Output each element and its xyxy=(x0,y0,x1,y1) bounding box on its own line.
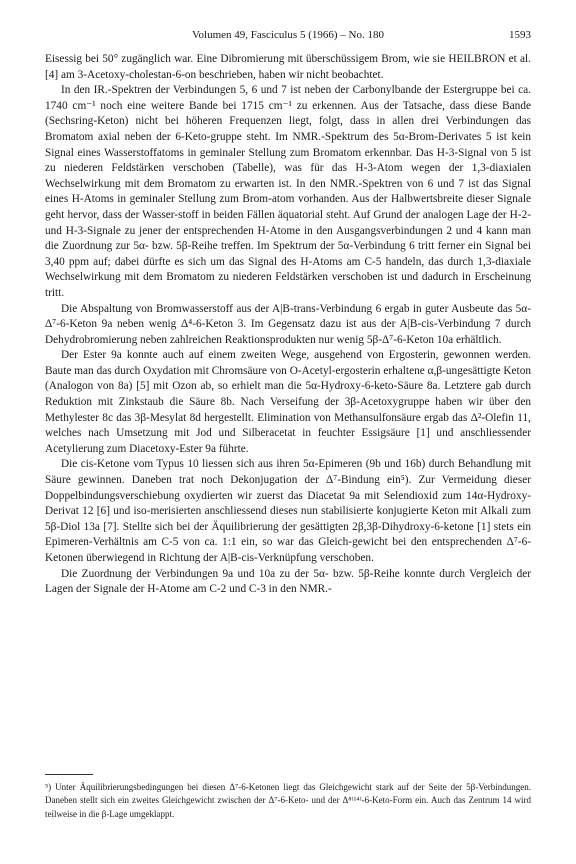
paragraph-2: In den IR.-Spektren der Verbindungen 5, 6 und 7 ist neben der Carbonylbande der Estergruppe bei ca. 1740 cm⁻¹ noch eine weitere Bande bei 1715 cm⁻¹ zu erkennen. Aus der Tatsache, dass diese Bande (Sechsring-Keton) nicht bei höheren Frequenzen liegt, folgt, dass in allen drei Verbindungen das Bromatom axial neben der 6-Keto-gruppe steht. Im NMR.-Spektrum des 5α-Brom-Derivates 5 ist kein Signal eines Wasserstoffatoms in geminaler Stellung zum Bromatom erkennbar. Das H-3-Signal von 5 ist zu niederen Feldstärken verschoben (Tabelle), was für das H-3-Atom wegen der 1,3-diaxialen Wechselwirkung mit dem Bromatom zu erwarten ist. In den NMR.-Spektren von 6 und 7 ist das Signal eines H-Atoms in geminaler Stellung zum Brom-atom vorhanden. Aus der Halbwertsbreite dieser Signale geht hervor, dass der Wasser-stoff in beiden Fällen äquatorial steht. Auf Grund der analogen Lage der H-2- und H-3-Signale zu jener der entsprechenden H-Atome in den Ausgangsverbindungen 2 und 4 kann man die Zuordnung zur 5α- bzw. 5β-Reihe treffen. Im Spektrum der 5α-Verbindung 6 tritt ferner ein Signal bei 3,40 ppm auf; dabei dürfte es sich um das Signal des H-Atoms am C-5 handeln, das durch 1,3-diaxiale Wechselwirkung mit dem Bromatom zu niederen Feldstärken verschoben ist und dadurch in Erscheinung tritt. xyxy=(45,84,531,299)
paragraph-1: Eisessig bei 50° zugänglich war. Eine Dibromierung mit überschüssigem Brom, wie sie HEILBRON et al. [4] am 3-Acetoxy-cholestan-6-on beschrieben, haben wir nicht beobachtet. xyxy=(45,53,531,81)
paragraph-6: Die Zuordnung der Verbindungen 9a und 10a zu der 5α- bzw. 5β-Reihe konnte durch Vergleich der Lagen der Signale der H-Atome am C-2 und C-3 in den NMR.- xyxy=(45,567,531,596)
footnote-divider xyxy=(45,774,93,775)
paragraph-4: Der Ester 9a konnte auch auf einem zweiten Wege, ausgehend von Ergosterin, gewonnen werden. Baute man das durch Oxydation mit Chromsäure von O-Acetyl-ergosterin erhaltene α,β-ungesättigte Keton (Analogon von 8a) [5] mit Ozon ab, so erhielt man die 5α-Hydroxy-6-keto-Säure 8a. Letztere gab durch Reduktion mit Zinkstaub die Säure 8b. Nach Verseifung der 3β-Acetoxygruppe haben wir über den Methylester 8c das 3β-Mesylat 8d hergestellt. Elimination von Methansulfonsäure ergab das Δ²-Olefin 11, welches nach Umsetzung mit Jod und Silberacetat in feuchter Essigsäure [1] und anschliessender Acetylierung zum Diacetoxy-Ester 9a führte. xyxy=(45,349,531,455)
running-header xyxy=(45,29,531,43)
body-text xyxy=(45,52,531,598)
page-number: 1593 xyxy=(509,29,531,41)
paragraph-5: Die cis-Ketone vom Typus 10 liessen sich aus ihren 5α-Epimeren (9b und 16b) durch Behandlung mit Säure gewinnen. Daneben trat noch Dekonjugation der Δ⁷-Bindung ein⁵). Zur Vermeidung dieser Doppelbindungsverschiebung oxydierten wir zuerst das Diacetat 9a mit Selendioxid zum 14α-Hydroxy-Derivat 12 [6] und iso-merisierten anschliessend dieses nun stabilisierte konjugierte Keton mit Alkali zum 5β-Diol 13a [7]. Stellte sich bei der Äquilibrierung der gesättigten 2β,3β-Dihydroxy-6-ketone [1] stets ein Epimeren-Verhältnis am C-5 von ca. 1:1 ein, so war das Gleich-gewicht bei den entsprechenden Δ⁷-6-Ketonen überwiegend in Richtung der A|B-cis-Verknüpfung verschoben. xyxy=(45,458,531,564)
paragraph-3: Die Abspaltung von Bromwasserstoff aus der A|B-trans-Verbindung 6 ergab in guter Ausbeute das 5α-Δ⁷-6-Keton 9a neben wenig Δ⁴-6-Keton 3. Im Gegensatz dazu ist aus der A|B-cis-Verbindung 7 durch Dehydrobromierung neben zahlreichen Reaktionsprodukten nur wenig 5β-Δ⁷-6-Keton 10a erhältlich. xyxy=(45,302,531,346)
footnote: ⁵) Unter Äquilibrierungsbedingungen bei diesen Δ⁷-6-Ketonen liegt das Gleichgewicht stark auf der Seite der 5β-Verbindungen. Daneben stellt sich ein zweites Gleichgewicht zwischen der Δ⁷-6-Keto- und der Δ⁸⁽¹⁴⁾-6-Keto-Form ein. Auch das Zentrum 14 wird teilweise in die β-Lage umgeklappt. xyxy=(45,782,531,819)
journal-citation: Volumen 49, Fasciculus 5 (1966) – No. 180 xyxy=(192,29,384,41)
